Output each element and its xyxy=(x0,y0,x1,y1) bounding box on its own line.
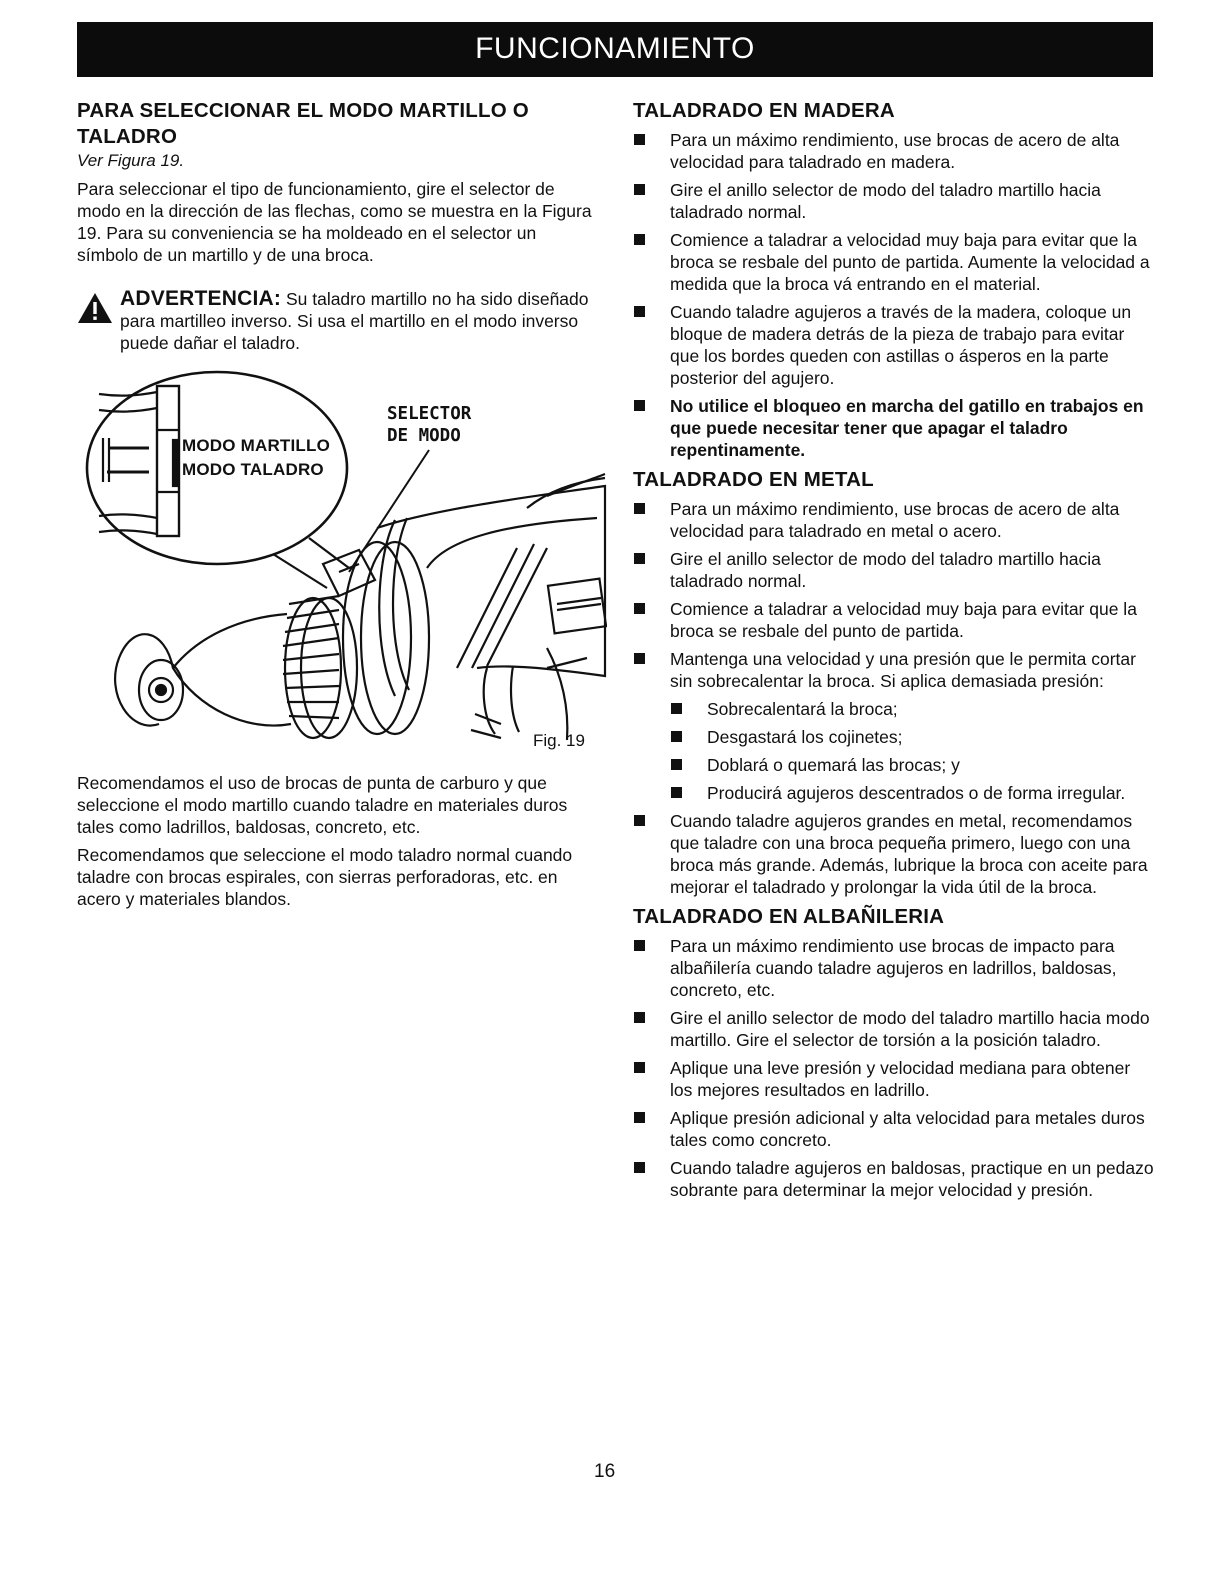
recommendation-1: Recomendamos el uso de brocas de punta de carburo y que seleccione el modo martillo cuando taladre en materiales duros tales como ladrillos, baldosas, concreto, etc. xyxy=(77,773,568,837)
metal-sublist xyxy=(670,698,1155,804)
mode-hammer-label: MODO MARTILLO xyxy=(182,436,331,455)
list-item: Aplique una leve presión y velocidad mediana para obtener los mejores resultados en ladrillo. xyxy=(633,1057,1155,1101)
sub-list-item: Doblará o quemará las brocas; y xyxy=(670,754,1155,776)
warning-icon xyxy=(77,292,113,324)
selector-label-line2: DE MODO xyxy=(387,426,461,446)
metal-list xyxy=(633,498,1155,898)
sub-list-item: Sobrecalentará la broca; xyxy=(670,698,1155,720)
page-number: 16 xyxy=(594,1461,616,1482)
figure-caption: Fig. 19 xyxy=(533,731,585,750)
warning-block xyxy=(77,288,597,354)
figure-19 xyxy=(77,368,607,764)
right-column xyxy=(633,98,1155,1207)
hammer-drill-illustration xyxy=(77,368,607,764)
sub-list-item: Desgastará los cojinetes; xyxy=(670,726,1155,748)
list-item: Para un máximo rendimiento use brocas de impacto para albañilería cuando taladre agujeros en ladrillos, baldosas, concreto, etc. xyxy=(633,935,1155,1001)
section-banner xyxy=(77,22,1153,77)
sub-list-item: Producirá agujeros descentrados o de forma irregular. xyxy=(670,782,1155,804)
list-item: Gire el anillo selector de modo del taladro martillo hacia modo martillo. Gire el selector de torsión a la posición taladro. xyxy=(633,1007,1155,1051)
mode-intro: Para seleccionar el tipo de funcionamiento, gire el selector de modo en la dirección de las flechas, como se muestra en la Figura 19. Para su conveniencia se ha moldeado en el selector un símbolo de un martillo y de una broca. xyxy=(77,179,592,265)
wood-list xyxy=(633,129,1155,461)
figure-reference: Ver Figura 19. xyxy=(77,151,185,170)
selector-label-line1: SELECTOR xyxy=(387,404,472,424)
list-item: Comience a taladrar a velocidad muy baja para evitar que la broca se resbale del punto de partida. xyxy=(633,598,1155,642)
list-item: Cuando taladre agujeros en baldosas, practique en un pedazo sobrante para determinar la mejor velocidad y presión. xyxy=(633,1157,1155,1201)
left-recommendations xyxy=(77,772,597,910)
left-column xyxy=(77,98,597,916)
list-item: Gire el anillo selector de modo del taladro martillo hacia taladrado normal. xyxy=(633,179,1155,223)
wood-heading: TALADRADO EN MADERA xyxy=(633,99,895,122)
list-item xyxy=(633,648,1155,804)
selector-label xyxy=(387,403,471,447)
metal-heading: TALADRADO EN METAL xyxy=(633,468,874,491)
mode-heading: PARA SELECCIONAR EL MODO MARTILLO O TALADRO xyxy=(77,99,529,148)
recommendation-2: Recomendamos que seleccione el modo taladro normal cuando taladre con brocas espirales, con sierras perforadoras, etc. en acero y materiales blandos. xyxy=(77,845,573,909)
masonry-heading: TALADRADO EN ALBAÑILERIA xyxy=(633,905,945,928)
list-item: Comience a taladrar a velocidad muy baja para evitar que la broca se resbale del punto de partida. Aumente la velocidad a medida que la broca vá entrando en el material. xyxy=(633,229,1155,295)
list-item: Aplique presión adicional y alta velocidad para metales duros tales como concreto. xyxy=(633,1107,1155,1151)
masonry-list xyxy=(633,935,1155,1201)
section-title: FUNCIONAMIENTO xyxy=(475,32,755,65)
warning-label: ADVERTENCIA: xyxy=(120,287,282,310)
list-item-text: Mantenga una velocidad y una presión que le permita cortar sin sobrecalentar la broca. Si aplica demasiada presión: xyxy=(670,649,1136,691)
list-item: Cuando taladre agujeros grandes en metal, recomendamos que taladre con una broca pequeña primero, luego con una broca más grande. Además, lubrique la broca con aceite para mejorar el taladrado y prolongar la vida útil de la broca. xyxy=(633,810,1155,898)
list-item: Gire el anillo selector de modo del taladro martillo hacia taladrado normal. xyxy=(633,548,1155,592)
list-item: No utilice el bloqueo en marcha del gatillo en trabajos en que puede necesitar tener que apagar el taladro repentinamente. xyxy=(633,395,1155,461)
mode-drill-label: MODO TALADRO xyxy=(182,460,324,479)
list-item: Para un máximo rendimiento, use brocas de acero de alta velocidad para taladrado en madera. xyxy=(633,129,1155,173)
list-item: Para un máximo rendimiento, use brocas de acero de alta velocidad para taladrado en metal o acero. xyxy=(633,498,1155,542)
list-item: Cuando taladre agujeros a través de la madera, coloque un bloque de madera detrás de la pieza de trabajo para evitar que los bordes queden con astillas o ásperos en la parte posterior del agujero. xyxy=(633,301,1155,389)
warning-text: Su taladro martillo no ha sido diseñado para martilleo inverso. Si usa el martillo en el modo inverso puede dañar el taladro. xyxy=(120,289,589,353)
